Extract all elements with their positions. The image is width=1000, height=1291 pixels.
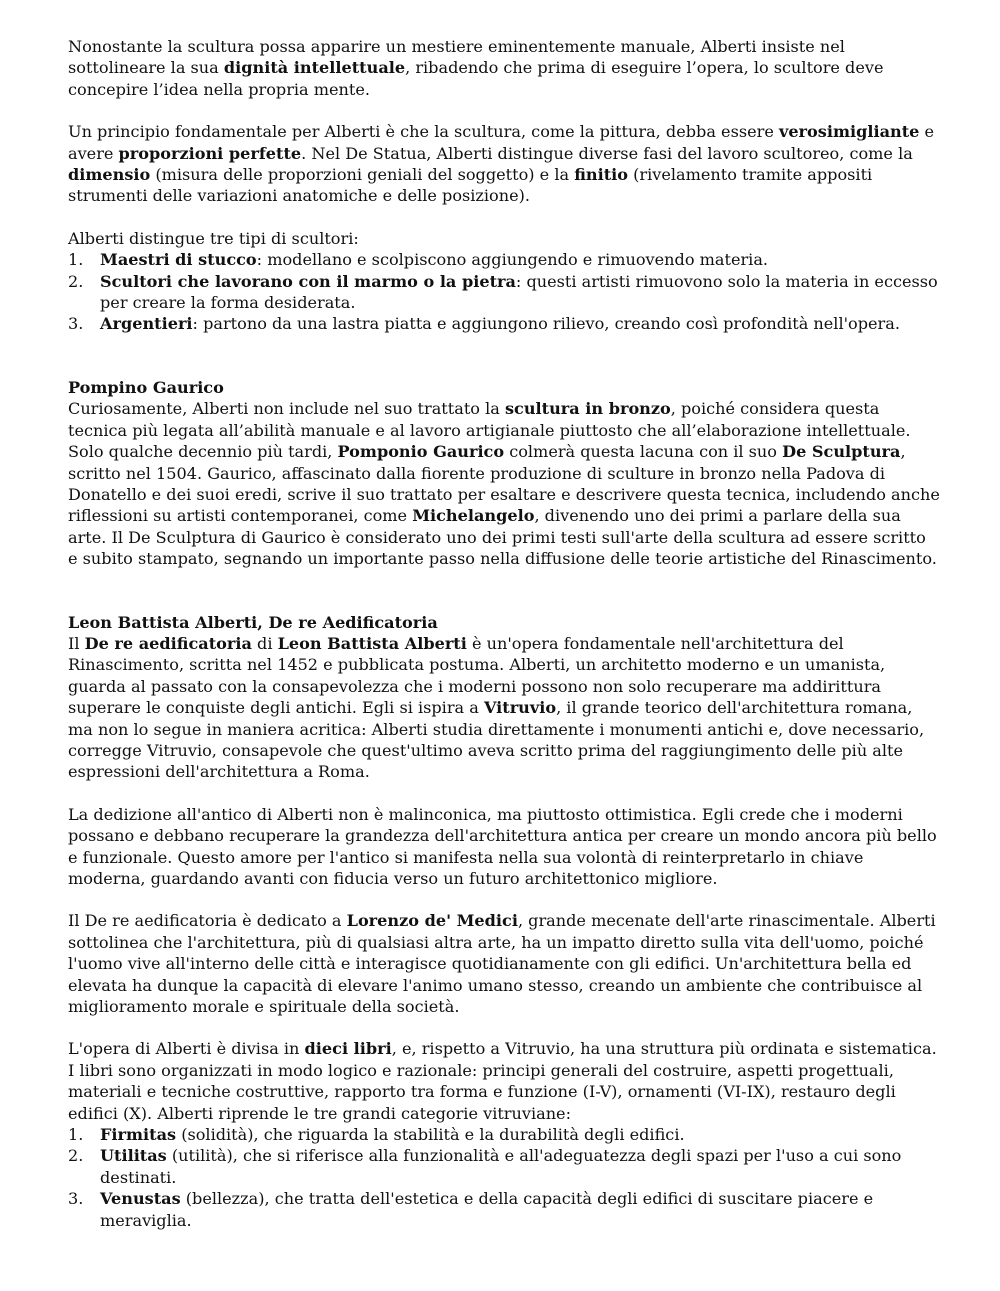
list-description: : questi artisti rimuovono solo la materia in eccesso per creare la forma desiderata. [100, 271, 938, 313]
bold-text: Michelangelo [412, 506, 535, 526]
paragraph [68, 633, 940, 783]
bold-text: finitio [574, 165, 628, 185]
bold-text: scultura in bronzo [504, 399, 671, 419]
paragraph [68, 804, 940, 890]
text-run: La dedizione all'antico di Alberti non è malinconica, ma piuttosto ottimistica. Egli crede che i moderni possano e debbano recuperare la grandezza dell'architettura antica per creare un mondo ancora più bello e funzionale. Questo amore per l'antico si manifesta nella sua volontà di reinterpretarlo in chiave moderna, guardando avanti con fiducia verso un futuro architettonico migliore. [68, 804, 937, 888]
list-description: (bellezza), che tratta dell'estetica e della capacità degli edifici di suscitare piacere e meraviglia. [100, 1189, 874, 1230]
list-item [68, 313, 940, 334]
text-run: è un'opera fondamentale nell'architettura del Rinascimento, scritta nel 1452 e pubblicata postuma. Alberti, un architetto moderno e un umanista, guarda al passato con la consapevolezza che i moderni possono non solo recuperare ma addirittura superare le conquiste degli antichi. Egli si ispira a [68, 633, 886, 718]
list-item [68, 1145, 940, 1188]
text-run: , ribadendo che prima di eseguire l’opera, lo scultore deve concepire l’idea nella propria mente. [68, 58, 884, 99]
numbered-list [68, 249, 940, 335]
text-run: , divenendo uno dei primi a parlare della sua arte. Il De Sculptura di Gaurico è considerato uno dei primi testi sull'arte della scultura ad essere scritto e subito stampato, segnando un importante passo nella diffusione delle teorie artistiche del Rinascimento. [68, 506, 937, 569]
section-heading: Leon Battista Alberti, De re Aedificatoria [68, 612, 438, 632]
list-item [68, 249, 940, 270]
text-run: , poiché considera questa tecnica più legata all’abilità manuale e al lavoro artigianale piuttosto che all’elaborazione intellettuale. Solo qualche decennio più tardi, [68, 399, 911, 462]
text-run: e avere [68, 122, 935, 163]
bold-text: verosimigliante [778, 122, 920, 142]
text-run: L'opera di Alberti è divisa in [68, 1039, 305, 1059]
text-run: Il [68, 633, 85, 653]
text-run: Curiosamente, Alberti non include nel suo trattato la [68, 399, 505, 419]
text-run: , il grande teorico dell'architettura romana, ma non lo segue in maniera acritica: Alberti studia direttamente i monumenti antichi e, dove necessario, corregge Vitruvio, consapevole che quest'ultimo aveva scritto prima del raggiungimento delle più alte espressioni dell'architettura a Roma. [68, 698, 925, 782]
text-run: Un principio fondamentale per Alberti è che la scultura, come la pittura, debba essere [68, 122, 779, 142]
list-intro: Alberti distingue tre tipi di scultori: [68, 228, 359, 248]
list-number: 2. [68, 1146, 84, 1166]
text-run: Il De re aedificatoria è dedicato a [68, 911, 347, 931]
bold-text: De Sculptura [782, 442, 901, 462]
paragraph [68, 36, 940, 100]
list-item [68, 1124, 940, 1145]
text-run: , grande mecenate dell'arte rinascimentale. Alberti sottolinea che l'architettura, più di qualsiasi altra arte, ha un impatto diretto sulla vita dell'uomo, poiché l'uomo vive all'interno delle città e interagisce quotidianamente con gli edifici. Un'architettura bella ed elevata ha dunque la capacità di elevare l'animo umano stesso, creando un ambiente che contribuisce al miglioramento morale e spirituale della società. [68, 911, 936, 1017]
bold-text: dieci libri [304, 1039, 392, 1059]
list-description: : modellano e scolpiscono aggiungendo e rimuovendo materia. [256, 250, 769, 270]
text-run: di [251, 633, 278, 653]
text-run: . Nel De Statua, Alberti distingue diverse fasi del lavoro scultoreo, come la [301, 143, 913, 163]
text-run: Nonostante la scultura possa apparire un mestiere eminentemente manuale, Alberti insiste nel sottolineare la sua [68, 37, 845, 78]
list-term: Venustas [100, 1189, 181, 1209]
list-item [68, 271, 940, 314]
paragraph [68, 121, 940, 207]
text-run: , e, rispetto a Vitruvio, ha una struttura più ordinata e sistematica. I libri sono organizzati in modo logico e razionale: principi generali del costruire, aspetti progettuali, materiali e tecniche costruttive, rapporto tra forma e funzione (I-V), ornamenti (VI-IX), restauro degli edifici (X). Alberti riprende le tre grandi categorie vitruviane: [68, 1039, 937, 1123]
list-number: 2. [68, 271, 84, 291]
list-term: Utilitas [100, 1146, 167, 1166]
numbered-list [68, 1124, 940, 1231]
bold-text: Vitruvio [483, 698, 557, 718]
bold-text: De re aedificatoria [84, 633, 252, 653]
paragraph [68, 398, 940, 569]
text-run: (rivelamento tramite appositi strumenti delle variazioni anatomiche e delle posizione). [68, 165, 873, 206]
paragraph [68, 1038, 940, 1124]
list-number: 1. [68, 250, 84, 270]
list-term: Argentieri [100, 314, 193, 334]
list-term: Firmitas [100, 1125, 177, 1145]
bold-text: Lorenzo de' Medici [346, 911, 518, 931]
list-number: 1. [68, 1125, 84, 1145]
text-run: colmerà questa lacuna con il suo [504, 442, 783, 462]
bold-text: Pomponio Gaurico [337, 442, 505, 462]
list-number: 3. [68, 314, 84, 334]
bold-text: proporzioni perfette [118, 143, 302, 163]
list-number: 3. [68, 1189, 84, 1209]
text-run: , scritto nel 1504. Gaurico, affascinato dalla fiorente produzione di sculture in bronzo nella Padova di Donatello e dei suoi eredi, scrive il suo trattato per esaltare e descrivere questa tecnica, includendo anche riflessioni su artisti contemporanei, come [68, 442, 940, 526]
section-heading: Pompino Gaurico [68, 377, 224, 397]
list-item [68, 1188, 940, 1231]
list-description: : partono da una lastra piatta e aggiungono rilievo, creando così profondità nell'opera. [192, 314, 900, 334]
paragraph [68, 910, 940, 1017]
list-description: (solidità), che riguarda la stabilità e la durabilità degli edifici. [176, 1125, 685, 1145]
bold-text: Leon Battista Alberti [277, 633, 467, 653]
text-run: (misura delle proporzioni geniali del soggetto) e la [150, 165, 575, 185]
list-term: Maestri di stucco [100, 250, 257, 270]
bold-text: dignità intellettuale [223, 58, 406, 78]
bold-text: dimensio [68, 165, 151, 185]
list-description: (utilità), che si riferisce alla funzionalità e all'adeguatezza degli spazi per l'uso a cui sono destinati. [100, 1146, 902, 1187]
list-term: Scultori che lavorano con il marmo o la pietra [100, 271, 516, 291]
